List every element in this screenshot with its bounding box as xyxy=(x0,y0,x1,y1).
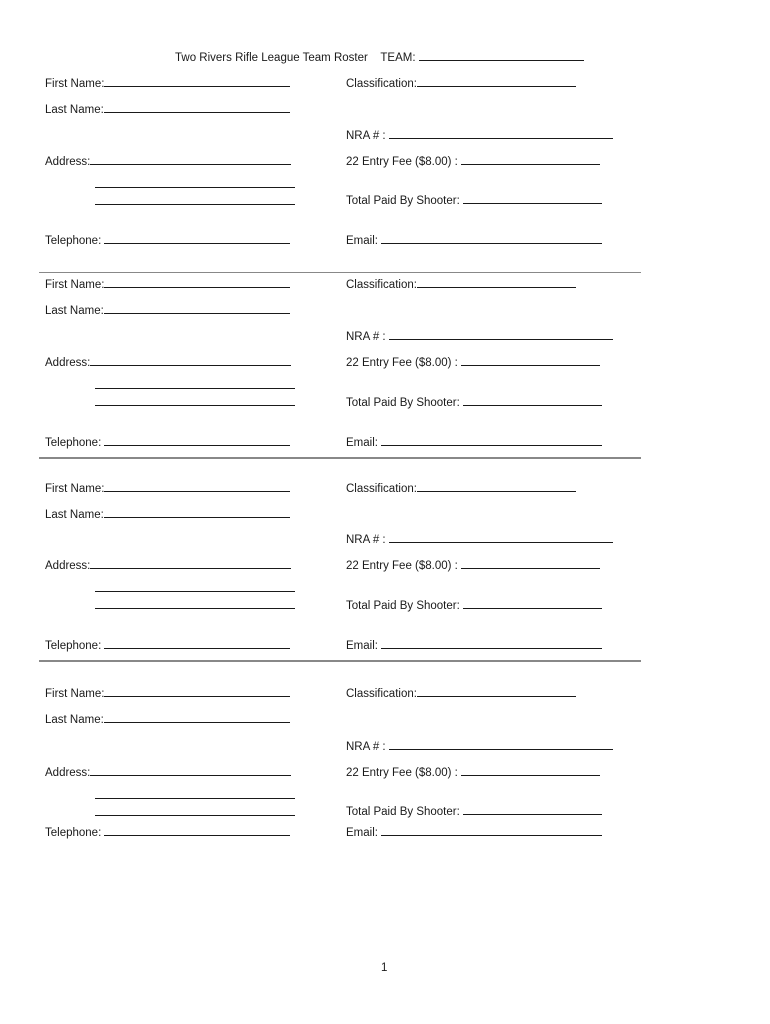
first-name-label: First Name: xyxy=(45,483,105,495)
nra-label: NRA # : xyxy=(346,534,386,546)
address-field-line2[interactable] xyxy=(95,176,295,188)
address-label: Address: xyxy=(45,357,91,369)
entry-fee-row xyxy=(346,557,600,572)
total-paid-label: Total Paid By Shooter: xyxy=(346,806,460,818)
telephone-row xyxy=(45,434,290,449)
entry-fee-label: 22 Entry Fee ($8.00) : xyxy=(346,357,458,369)
entry-fee-label: 22 Entry Fee ($8.00) : xyxy=(346,767,458,779)
email-field[interactable] xyxy=(381,824,602,836)
address-field-line1[interactable] xyxy=(90,153,291,165)
page-number: 1 xyxy=(381,962,388,974)
team-label: TEAM: xyxy=(380,52,416,64)
total-paid-row xyxy=(346,394,602,409)
telephone-row xyxy=(45,637,290,652)
telephone-field[interactable] xyxy=(104,232,290,244)
entry-fee-row xyxy=(346,354,600,369)
address-label: Address: xyxy=(45,560,91,572)
classification-row xyxy=(346,480,576,495)
total-paid-label: Total Paid By Shooter: xyxy=(346,397,460,409)
first-name-row xyxy=(45,276,290,291)
classification-label: Classification: xyxy=(346,279,417,291)
nra-label: NRA # : xyxy=(346,130,386,142)
telephone-label: Telephone: xyxy=(45,827,102,839)
address-field-line3[interactable] xyxy=(95,597,295,609)
total-paid-label: Total Paid By Shooter: xyxy=(346,195,460,207)
entry-fee-field[interactable] xyxy=(461,557,600,569)
email-row xyxy=(346,232,602,247)
address-field-line3[interactable] xyxy=(95,193,295,205)
email-row xyxy=(346,824,602,839)
email-label: Email: xyxy=(346,827,378,839)
address-label: Address: xyxy=(45,156,91,168)
classification-label: Classification: xyxy=(346,78,417,90)
entry-fee-field[interactable] xyxy=(461,764,600,776)
first-name-label: First Name: xyxy=(45,279,105,291)
first-name-field[interactable] xyxy=(104,685,290,697)
nra-row xyxy=(346,531,613,546)
total-paid-row xyxy=(346,192,602,207)
classification-row xyxy=(346,75,576,90)
email-field[interactable] xyxy=(381,637,602,649)
nra-label: NRA # : xyxy=(346,331,386,343)
nra-field[interactable] xyxy=(389,738,613,750)
total-paid-field[interactable] xyxy=(463,192,602,204)
first-name-field[interactable] xyxy=(104,480,290,492)
classification-row xyxy=(346,685,576,700)
last-name-row xyxy=(45,101,290,116)
total-paid-label: Total Paid By Shooter: xyxy=(346,600,460,612)
telephone-row xyxy=(45,232,290,247)
roster-title-line xyxy=(175,49,584,64)
last-name-field[interactable] xyxy=(104,101,290,113)
section-divider xyxy=(39,457,641,459)
last-name-row xyxy=(45,302,290,317)
total-paid-field[interactable] xyxy=(463,597,602,609)
email-field[interactable] xyxy=(381,434,602,446)
entry-fee-row xyxy=(346,153,600,168)
entry-fee-row xyxy=(346,764,600,779)
address-row xyxy=(45,764,291,779)
classification-label: Classification: xyxy=(346,688,417,700)
classification-field[interactable] xyxy=(417,75,576,87)
address-row xyxy=(45,557,291,572)
address-row xyxy=(45,354,291,369)
total-paid-field[interactable] xyxy=(463,803,602,815)
entry-fee-field[interactable] xyxy=(461,354,600,366)
address-field-line3[interactable] xyxy=(95,804,295,816)
telephone-field[interactable] xyxy=(104,434,290,446)
telephone-label: Telephone: xyxy=(45,235,102,247)
email-row xyxy=(346,637,602,652)
total-paid-field[interactable] xyxy=(463,394,602,406)
nra-field[interactable] xyxy=(389,328,613,340)
last-name-label: Last Name: xyxy=(45,714,104,726)
classification-label: Classification: xyxy=(346,483,417,495)
section-divider xyxy=(39,272,641,273)
first-name-row xyxy=(45,75,290,90)
classification-field[interactable] xyxy=(417,685,576,697)
first-name-field[interactable] xyxy=(104,276,290,288)
address-field-line3[interactable] xyxy=(95,394,295,406)
address-field-line2[interactable] xyxy=(95,787,295,799)
last-name-field[interactable] xyxy=(104,506,290,518)
last-name-label: Last Name: xyxy=(45,305,104,317)
email-label: Email: xyxy=(346,437,378,449)
entry-fee-label: 22 Entry Fee ($8.00) : xyxy=(346,560,458,572)
address-label: Address: xyxy=(45,767,91,779)
email-label: Email: xyxy=(346,235,378,247)
first-name-label: First Name: xyxy=(45,688,105,700)
classification-field[interactable] xyxy=(417,276,576,288)
nra-row xyxy=(346,328,613,343)
last-name-field[interactable] xyxy=(104,302,290,314)
address-field-line2[interactable] xyxy=(95,580,295,592)
team-name-field[interactable] xyxy=(419,49,584,61)
telephone-field[interactable] xyxy=(104,637,290,649)
nra-label: NRA # : xyxy=(346,741,386,753)
entry-fee-label: 22 Entry Fee ($8.00) : xyxy=(346,156,458,168)
telephone-field[interactable] xyxy=(104,824,290,836)
address-row xyxy=(45,153,291,168)
total-paid-row xyxy=(346,803,602,818)
page-title: Two Rivers Rifle League Team Roster xyxy=(175,52,368,64)
email-label: Email: xyxy=(346,640,378,652)
last-name-row xyxy=(45,506,290,521)
email-field[interactable] xyxy=(381,232,602,244)
nra-field[interactable] xyxy=(389,531,613,543)
nra-row xyxy=(346,738,613,753)
last-name-label: Last Name: xyxy=(45,509,104,521)
address-field-line1[interactable] xyxy=(90,557,291,569)
section-divider xyxy=(39,660,641,662)
first-name-field[interactable] xyxy=(104,75,290,87)
telephone-label: Telephone: xyxy=(45,437,102,449)
telephone-row xyxy=(45,824,290,839)
telephone-label: Telephone: xyxy=(45,640,102,652)
classification-field[interactable] xyxy=(417,480,576,492)
total-paid-row xyxy=(346,597,602,612)
address-field-line2[interactable] xyxy=(95,377,295,389)
address-field-line1[interactable] xyxy=(90,764,291,776)
first-name-row xyxy=(45,480,290,495)
address-field-line1[interactable] xyxy=(90,354,291,366)
nra-row xyxy=(346,127,613,142)
entry-fee-field[interactable] xyxy=(461,153,600,165)
first-name-row xyxy=(45,685,290,700)
classification-row xyxy=(346,276,576,291)
first-name-label: First Name: xyxy=(45,78,105,90)
last-name-row xyxy=(45,711,290,726)
last-name-label: Last Name: xyxy=(45,104,104,116)
email-row xyxy=(346,434,602,449)
last-name-field[interactable] xyxy=(104,711,290,723)
nra-field[interactable] xyxy=(389,127,613,139)
